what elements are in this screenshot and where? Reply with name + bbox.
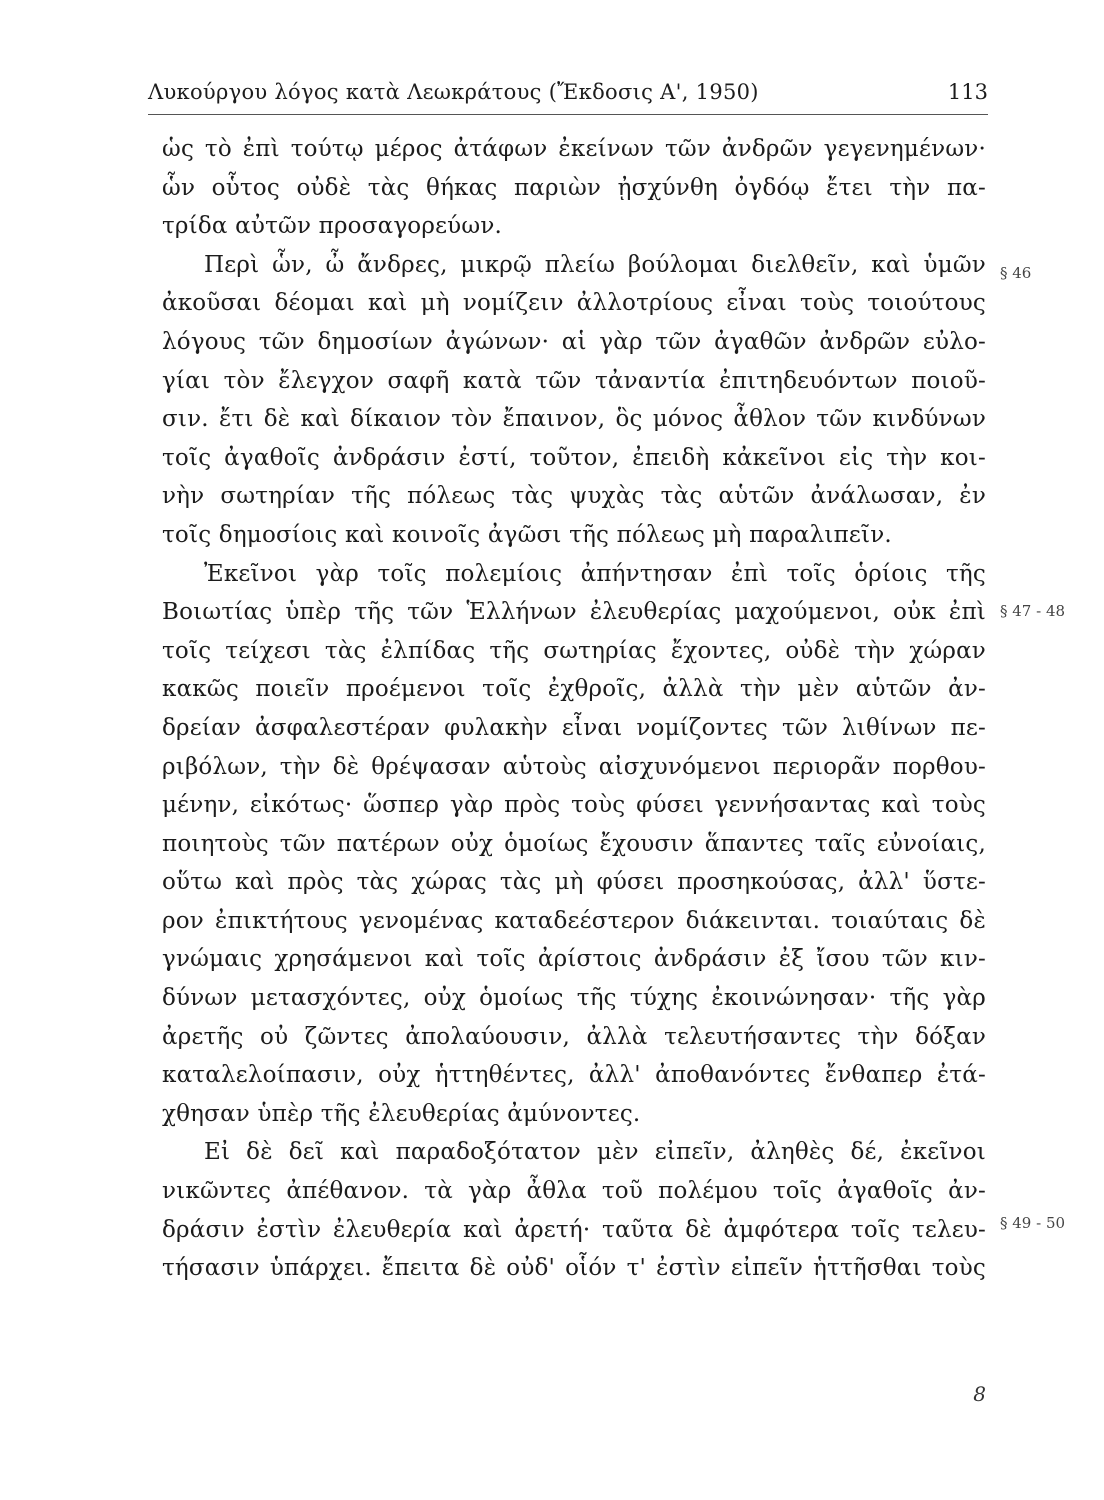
running-head	[148, 76, 988, 116]
margin-section-ref: § 49 - 50	[1000, 1214, 1066, 1232]
margin-section-ref: § 47 - 48	[1000, 602, 1066, 620]
text-line: δρείαν ἀσφαλεστέραν φυλακὴν εἶναι νομίζοντες τῶν λιθίνων πε-	[162, 714, 986, 741]
text-line: Περὶ ὧν, ὦ ἄνδρες, μικρῷ πλείω βούλομαι διελθεῖν, καὶ ὑμῶν	[204, 251, 986, 278]
text-line: ρον ἐπικτήτους γενομένας καταδεέστερον διάκεινται. τοιαύταις δὲ	[162, 907, 986, 934]
text-line: μένην, εἰκότως· ὥσπερ γὰρ πρὸς τοὺς φύσει γεννήσαντας καὶ τοὺς	[162, 792, 986, 819]
running-title: Λυκούργου λόγος κατὰ Λεωκράτους (Ἔκδοσις Α', 1950)	[148, 80, 759, 104]
text-line: ριβόλων, τὴν δὲ θρέψασαν αὑτοὺς αἰσχυνόμενοι περιορᾶν πορθου-	[162, 753, 986, 780]
text-line: δράσιν ἐστὶν ἐλευθερία καὶ ἀρετή· ταῦτα δὲ ἀμφότερα τοῖς τελευ-	[162, 1216, 986, 1243]
text-line: τοῖς ἀγαθοῖς ἀνδράσιν ἐστί, τοῦτον, ἐπειδὴ κἀκεῖνοι εἰς τὴν κοι-	[162, 444, 986, 471]
text-line: ἀκοῦσαι δέομαι καὶ μὴ νομίζειν ἀλλοτρίους εἶναι τοὺς τοιούτους	[162, 290, 986, 317]
header-rule	[148, 114, 988, 115]
margin-section-ref: § 46	[1000, 264, 1032, 282]
text-line: οὕτω καὶ πρὸς τὰς χώρας τὰς μὴ φύσει προσηκούσας, ἀλλ' ὕστε-	[162, 869, 986, 896]
text-line: τήσασιν ὑπάρχει. ἔπειτα δὲ οὐδ' οἷόν τ' ἐστὶν εἰπεῖν ἡττῆσθαι τοὺς	[162, 1255, 986, 1282]
text-line: δύνων μετασχόντες, οὐχ ὁμοίως τῆς τύχης ἐκοινώνησαν· τῆς γὰρ	[162, 985, 986, 1012]
text-line: τοῖς τείχεσι τὰς ἐλπίδας τῆς σωτηρίας ἔχοντες, οὐδὲ τὴν χώραν	[162, 637, 986, 664]
text-line: καταλελοίπασιν, οὐχ ἡττηθέντες, ἀλλ' ἀποθανόντες ἔνθαπερ ἐτά-	[162, 1062, 986, 1089]
text-line: Εἰ δὲ δεῖ καὶ παραδοξότατον μὲν εἰπεῖν, ἀληθὲς δέ, ἐκεῖνοι	[204, 1139, 986, 1166]
body-text	[162, 130, 986, 1288]
text-line: γίαι τὸν ἔλεγχον σαφῆ κατὰ τῶν τἀναντία ἐπιτηδευόντων ποιοῦ-	[162, 367, 986, 394]
text-line: λόγους τῶν δημοσίων ἀγώνων· αἱ γὰρ τῶν ἀγαθῶν ἀνδρῶν εὐλο-	[162, 328, 986, 355]
text-line: κακῶς ποιεῖν προέμενοι τοῖς ἐχθροῖς, ἀλλὰ τὴν μὲν αὑτῶν ἀν-	[162, 676, 986, 703]
text-line: σιν. ἔτι δὲ καὶ δίκαιον τὸν ἔπαινον, ὃς μόνος ἆθλον τῶν κινδύνων	[162, 406, 986, 433]
text-line: Ἐκεῖνοι γὰρ τοῖς πολεμίοις ἀπήντησαν ἐπὶ τοῖς ὁρίοις τῆς	[204, 560, 986, 587]
text-line: τρίδα αὐτῶν προσαγορεύων.	[162, 213, 503, 240]
text-line: Βοιωτίας ὑπὲρ τῆς τῶν Ἑλλήνων ἐλευθερίας μαχούμενοι, οὐκ ἐπὶ	[162, 599, 986, 626]
page-number: 113	[947, 80, 988, 104]
text-line: ὧν οὗτος οὐδὲ τὰς θήκας παριὼν ᾐσχύνθη ὀγδόῳ ἔτει τὴν πα-	[162, 174, 986, 201]
text-line: νικῶντες ἀπέθανον. τὰ γὰρ ἆθλα τοῦ πολέμου τοῖς ἀγαθοῖς ἀν-	[162, 1178, 986, 1205]
text-line: χθησαν ὑπὲρ τῆς ἐλευθερίας ἀμύνοντες.	[162, 1100, 641, 1127]
signature-mark: 8	[973, 1382, 986, 1406]
text-line: ποιητοὺς τῶν πατέρων οὐχ ὁμοίως ἔχουσιν ἅπαντες ταῖς εὐνοίαις,	[162, 830, 986, 857]
text-line: τοῖς δημοσίοις καὶ κοινοῖς ἀγῶσι τῆς πόλεως μὴ παραλιπεῖν.	[162, 521, 892, 548]
text-line: νὴν σωτηρίαν τῆς πόλεως τὰς ψυχὰς τὰς αὑτῶν ἀνάλωσαν, ἐν	[162, 483, 986, 510]
text-line: γνώμαις χρησάμενοι καὶ τοῖς ἀρίστοις ἀνδράσιν ἐξ ἴσου τῶν κιν-	[162, 946, 986, 973]
text-line: ἀρετῆς οὐ ζῶντες ἀπολαύουσιν, ἀλλὰ τελευτήσαντες τὴν δόξαν	[162, 1023, 986, 1050]
text-line: ὡς τὸ ἐπὶ τούτῳ μέρος ἀτάφων ἐκείνων τῶν ἀνδρῶν γεγενημένων·	[162, 136, 986, 162]
